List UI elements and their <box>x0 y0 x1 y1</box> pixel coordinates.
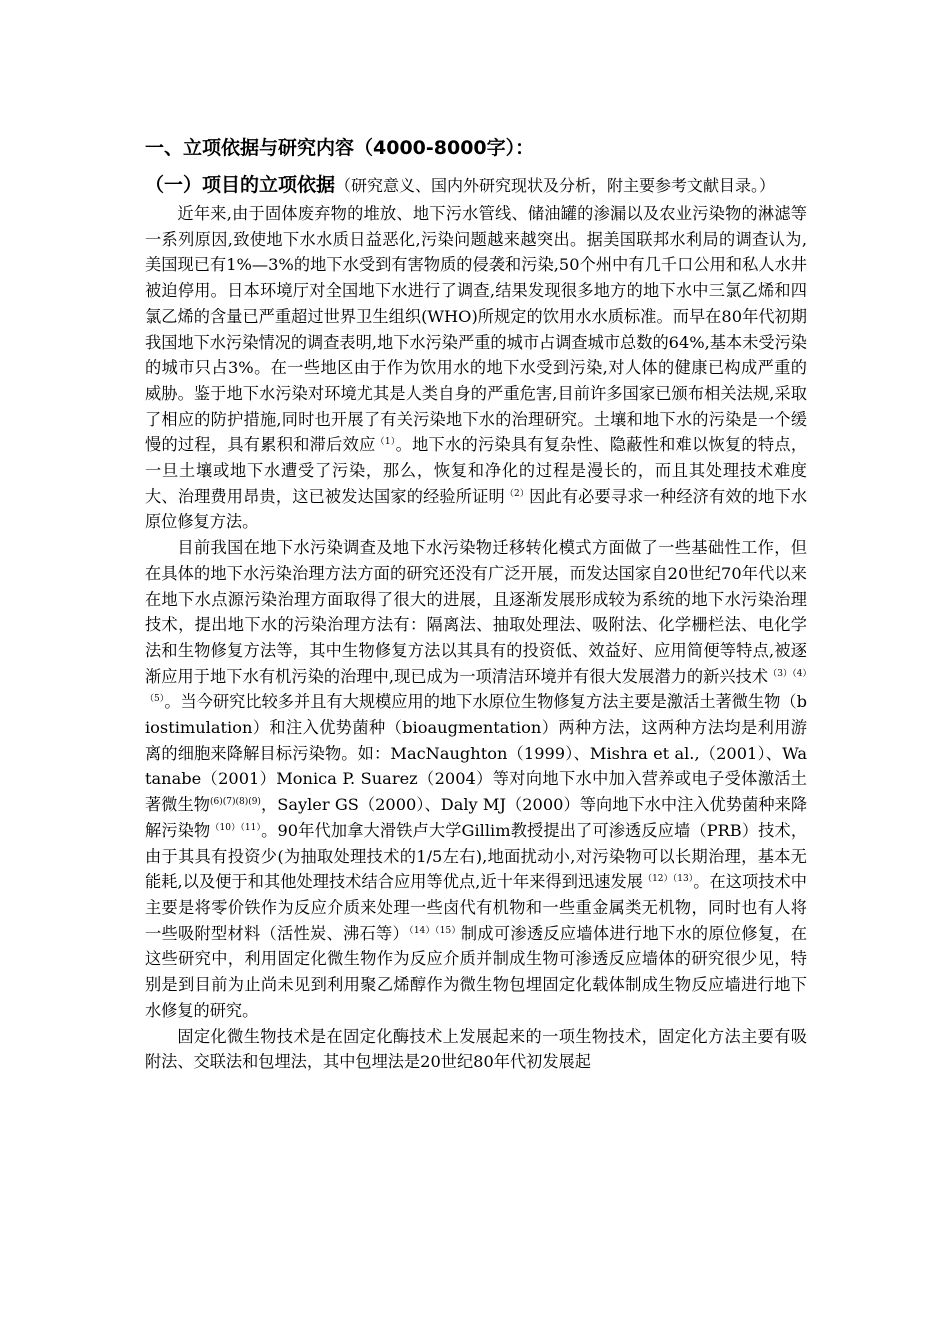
paragraph-text: 制成可渗透反应墙体进行地下水的原位修复，在这些研究中，利用固定化微生物作为反应介质并制成生物可渗透反应墙体的研究很少见，特别是到目前为止尚未见到利用聚乙烯醇作为微生物包埋固定化载体制成生物反应墙进行地下水修复的研究。 <box>145 923 808 1020</box>
citation-marker: (6)(7)(8)(9) <box>209 797 261 808</box>
paragraph-text: 。地下水的污染具有复杂性、隐蔽性和难以恢复的特点，一旦土壤或地下水遭受了污染，那么，恢复和净化的过程是漫长的，而且其处理技术难度大、治理费用昂贵，这已被发达国家的经验所证明 <box>145 435 808 506</box>
document-content <box>145 134 807 1075</box>
paragraph <box>145 1024 807 1075</box>
paragraph-text: 。90年代加拿大滑铁卢大学Gillim教授提出了可渗透反应墙（PRB）技术，由于其具有投资少(为抽取处理技术的1/5左右),地面扰动小,对污染物可以长期治理，基本无能耗,以及便于和其他处理技术结合应用等优点,近十年来得到迅速发展 <box>145 820 808 892</box>
paragraph-text: 固定化微生物技术是在固定化酶技术上发展起来的一项生物技术，固定化方法主要有吸附法、交联法和包埋法，其中包埋法是20世纪80年代初发展起 <box>145 1026 807 1072</box>
body-text <box>145 201 807 1075</box>
paragraph-text: ，Sayler GS（2000）、Daly MJ（2000）等向地下水中注入优势菌种来降解污染物 <box>145 795 808 840</box>
section-title: 一、立项依据与研究内容（4000-8000字）： <box>145 137 535 159</box>
citation-marker: （1） <box>375 437 396 448</box>
paragraph-text: 因此有必要寻求一种经济有效的地下水原位修复方法。 <box>145 486 808 532</box>
subsection-heading: （一）项目的立项依据 <box>145 174 336 196</box>
subsection-header <box>145 172 807 199</box>
citation-marker: （3）（4）（5） <box>145 668 807 705</box>
citation-marker: （12）（13） <box>643 874 694 885</box>
subsection-note: （研究意义、国内外研究现状及分析，附主要参考文献目录。） <box>335 176 776 195</box>
paragraph-text: 。在这项技术中主要是将零价铁作为反应介质来处理一些卤代有机物和一些重金属类无机物，同时也有人将一些吸附型材料（活性炭、沸石等） <box>145 872 807 943</box>
citation-marker: （14）（15） <box>409 925 461 936</box>
paragraph-text: 目前我国在地下水污染调查及地下水污染物迁移转化模式方面做了一些基础性工作，但在具体的地下水污染治理方法方面的研究还没有广泛开展，而发达国家自20世纪70年代以来在地下水点源污染治理方面取得了很大的进展，且逐渐发展形成较为系统的地下水污染治理技术，提出地下水的污染治理方法有：隔离法、抽取处理法、吸附法、化学栅栏法、电化学法和生物修复方法等，其中生物修复方法以其具有的投资低、效益好、应用简便等特点,被逐渐应用于地下水有机污染的治理中,现已成为一项清洁环境并有很大发展潜力的新兴技术 <box>145 538 807 686</box>
citation-marker: （10）（11） <box>210 822 262 833</box>
citation-marker: （2） <box>504 488 530 499</box>
paragraph-text: 。当今研究比较多并且有大规模应用的地下水原位生物修复方法主要是激活土著微生物（biostimulation）和注入优势菌种（bioaugmentation）两种方法，这两种方法均是利用游离的细胞来降解目标污染物。如：MacNaughton（1999）、Mishra et al.,（2001）、Watanabe（2001）Monica P. Suarez（2004）等对向地下水中加入营养或电子受体激活土著微生物 <box>145 692 807 815</box>
paragraph-text: 近年来,由于固体废弃物的堆放、地下污水管线、储油罐的渗漏以及农业污染物的淋滤等一系列原因,致使地下水水质日益恶化,污染问题越来越突出。据美国联邦水利局的调查认为,美国现已有1%—3%的地下水受到有害物质的侵袭和污染,50个州中有几千口公用和私人水井被迫停用。日本环境厅对全国地下水进行了调查,结果发现很多地方的地下水中三氯乙烯和四氯乙烯的含量已严重超过世界卫生组织(WHO)所规定的饮用水水质标准。而早在80年代初期我国地下水污染情况的调查表明,地下水污染严重的城市占调查城市总数的64%,基本未受污染的城市只占3%。在一些地区由于作为饮用水的地下水受到污染,对人体的健康已构成严重的威胁。鉴于地下水污染对环境尤其是人类自身的严重危害,目前许多国家已颁布相关法规,采取了相应的防护措施,同时也开展了有关污染地下水的治理研究。土壤和地下水的污染是一个缓慢的过程，具有累积和滞后效应 <box>145 204 807 455</box>
paragraph <box>145 535 807 1023</box>
paragraph <box>145 201 807 535</box>
